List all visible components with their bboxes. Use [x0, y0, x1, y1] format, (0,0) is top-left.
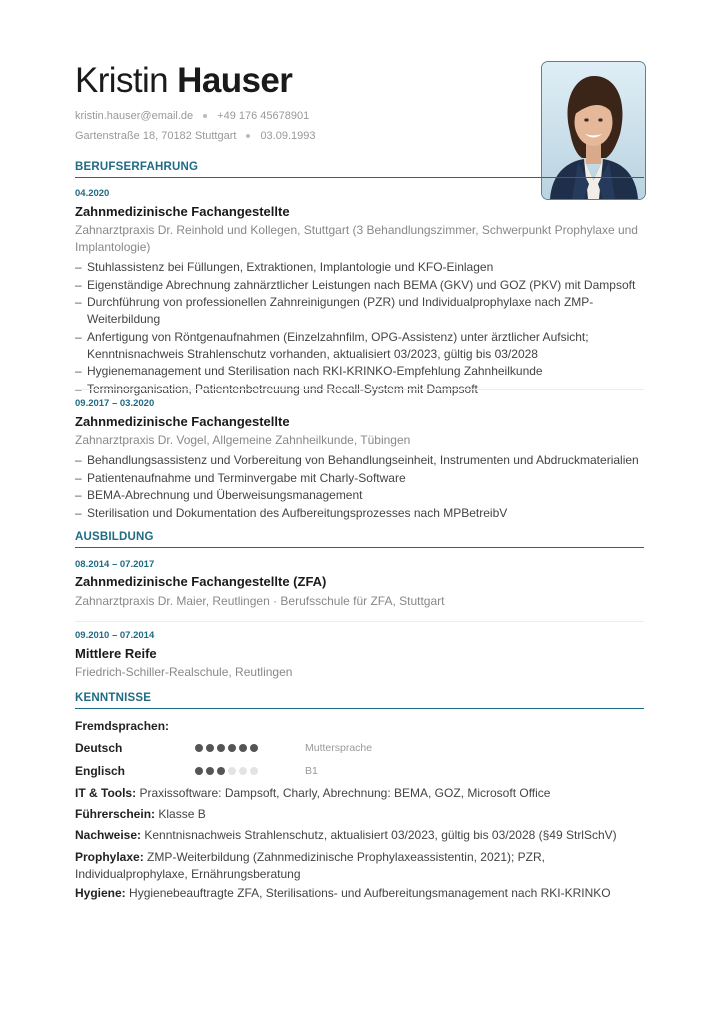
- rating-dot: [228, 744, 236, 752]
- first-name: Kristin: [75, 61, 169, 100]
- skill-text: Klasse B: [158, 807, 206, 821]
- language-level: Muttersprache: [305, 742, 373, 754]
- job-date: 09.2017 – 03.2020: [75, 398, 155, 409]
- edu-org: Friedrich-Schiller-Realschule, Reutlingen: [75, 665, 293, 679]
- edu-title: Mittlere Reife: [75, 646, 157, 661]
- phone: +49 176 45678901: [217, 110, 310, 122]
- skill-label: IT & Tools:: [75, 786, 137, 800]
- skill-line-certificates: [75, 827, 644, 844]
- rating-dot: [195, 744, 203, 752]
- separator-dot: [203, 114, 207, 118]
- entry-divider: [75, 389, 644, 390]
- skill-text: ZMP-Weiterbildung (Zahnmedizinische Prophylaxeassistentin, 2021); PZR, Individualprophylaxe, Ernährungsberatung: [75, 850, 545, 881]
- languages-label: Fremdsprachen:: [75, 719, 170, 733]
- section-header-experience: BERUFSERFAHRUNG: [75, 161, 644, 178]
- job-title: Zahnmedizinische Fachangestellte: [75, 204, 290, 219]
- bullet-item: – BEMA-Abrechnung und Überweisungsmanagement: [75, 487, 644, 504]
- bullet-item: – Anfertigung von Röntgenaufnahmen (Einzelzahnfilm, OPG-Assistenz) unter ärztlicher Aufsicht; Kenntnisnachweis Strahlenschutz vorhanden, aktualisiert 03/2023, gültig bis 03/2028: [75, 329, 644, 363]
- bullet-item: – Patientenaufnahme und Terminvergabe mit Charly-Software: [75, 470, 644, 487]
- skill-line-it: [75, 785, 644, 802]
- language-name: Englisch: [75, 764, 126, 778]
- contact-line-2: [75, 130, 316, 142]
- address: Gartenstraße 18, 70182 Stuttgart: [75, 130, 237, 142]
- rating-dot: [217, 744, 225, 752]
- job-bullets: [75, 452, 644, 522]
- rating-dot: [250, 744, 258, 752]
- bullet-item: – Hygienemanagement und Sterilisation nach RKI-KRINKO-Empfehlung Zahnheilkunde: [75, 363, 644, 380]
- section-header-education: AUSBILDUNG: [75, 531, 644, 548]
- job-org: Zahnarztpraxis Dr. Reinhold und Kollegen, Stuttgart (3 Behandlungszimmer, Schwerpunkt Prophylaxe und Implantologie): [75, 223, 638, 254]
- language-name: Deutsch: [75, 741, 123, 755]
- skill-text: Hygienebeauftragte ZFA, Sterilisations- und Aufbereitungsmanagement nach RKI-KRINKO: [129, 886, 611, 900]
- last-name: Hauser: [177, 61, 293, 100]
- edu-org: Zahnarztpraxis Dr. Maier, Reutlingen · Berufsschule für ZFA, Stuttgart: [75, 594, 445, 608]
- rating-dot: [239, 767, 247, 775]
- bullet-item: – Sterilisation und Dokumentation des Aufbereitungsprozesses nach MPBetreibV: [75, 505, 644, 522]
- edu-title: Zahnmedizinische Fachangestellte (ZFA): [75, 574, 327, 589]
- skill-line-prophylaxis: [75, 849, 644, 883]
- job-org: Zahnarztpraxis Dr. Vogel, Allgemeine Zahnheilkunde, Tübingen: [75, 433, 411, 447]
- skill-text: Kenntnisnachweis Strahlenschutz, aktualisiert 03/2023, gültig bis 03/2028 (§49 StrlSchV): [144, 828, 617, 842]
- language-level: B1: [305, 765, 318, 777]
- skill-line-license: [75, 806, 644, 823]
- rating-dot: [228, 767, 236, 775]
- email: kristin.hauser@email.de: [75, 110, 194, 122]
- bullet-item: – Behandlungsassistenz und Vorbereitung von Behandlungseinheit, Instrumenten und Abdruckmaterialien: [75, 452, 644, 469]
- profile-photo: [541, 61, 646, 200]
- rating-dot: [239, 744, 247, 752]
- edu-date: 08.2014 – 07.2017: [75, 559, 155, 570]
- skill-label: Prophylaxe:: [75, 850, 144, 864]
- rating-dot: [195, 767, 203, 775]
- separator-dot: [246, 134, 250, 138]
- skill-text: Praxissoftware: Dampsoft, Charly, Abrechnung: BEMA, GOZ, Microsoft Office: [139, 786, 551, 800]
- bullet-item: – Terminorganisation, Patientenbetreuung und Recall-System mit Dampsoft: [75, 381, 644, 398]
- bullet-item: – Stuhlassistenz bei Füllungen, Extraktionen, Implantologie und KFO-Einlagen: [75, 259, 644, 276]
- entry-divider: [75, 621, 644, 622]
- skill-line-hygiene: [75, 885, 644, 902]
- job-title: Zahnmedizinische Fachangestellte: [75, 414, 290, 429]
- rating-dot: [206, 744, 214, 752]
- skill-label: Hygiene:: [75, 886, 126, 900]
- edu-date: 09.2010 – 07.2014: [75, 630, 155, 641]
- language-rating: [195, 744, 258, 752]
- job-date: 04.2020: [75, 188, 110, 199]
- section-header-skills: KENNTNISSE: [75, 692, 644, 709]
- bullet-item: – Eigenständige Abrechnung zahnärztlicher Leistungen nach BEMA (GKV) und GOZ (PKV) mit Dampsoft: [75, 277, 644, 294]
- rating-dot: [217, 767, 225, 775]
- bullet-item: – Durchführung von professionellen Zahnreinigungen (PZR) und Individualprophylaxe nach ZMP-Weiterbildung: [75, 294, 644, 328]
- rating-dot: [206, 767, 214, 775]
- rating-dot: [250, 767, 258, 775]
- language-rating: [195, 767, 258, 775]
- birthdate: 03.09.1993: [260, 130, 316, 142]
- job-bullets: [75, 259, 644, 399]
- skill-label: Führerschein:: [75, 807, 156, 821]
- contact-line-1: [75, 110, 309, 122]
- skill-label: Nachweise:: [75, 828, 142, 842]
- candidate-name: [75, 60, 292, 102]
